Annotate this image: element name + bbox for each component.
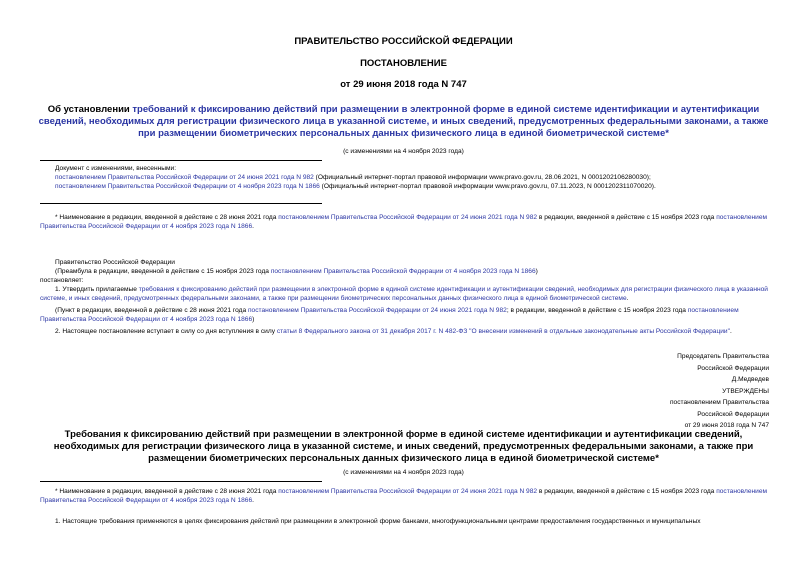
requirements-link[interactable]: требования к фиксированию действий при размещении в электронной форме в единой системе идентификации и аутентификации сведений, необходимых для регистрации физического лица в указанной системе, и иных сведений, предусмотренных федеральными законами, а также при размещении биометрических персональных данных физического лица в единой биометрической системе <box>40 286 768 302</box>
requirements-changes-note: (с изменениями на 4 ноября 2023 года) <box>343 469 464 476</box>
signature-name: Д.Медведев <box>731 376 769 383</box>
federal-law-link[interactable]: статьи 8 Федерального закона от 31 декабря 2017 г. N 482-ФЗ "О внесении изменений в отдельные законодательные акты Российской Федерации" <box>276 328 730 335</box>
amendment-item: постановлением Правительства Российской Федерации от 24 июня 2021 года N 982 (Официальный интернет-портал правовой информации www.pravo.gov.ru, 28.06.2021, N 0001202106280030); <box>55 174 651 181</box>
divider <box>40 203 322 204</box>
amendment-link[interactable]: постановлением Правительства Российской Федерации от 24 июня 2021 года N 982 <box>55 174 314 181</box>
footnote-link[interactable]: постановлением Правительства Российской Федерации от 4 ноября 2023 года N 1866 <box>40 214 768 230</box>
footnote-link[interactable]: постановлением Правительства Российской Федерации от 4 ноября 2023 года N 1866 <box>40 488 768 504</box>
decides: постановляет: <box>40 277 84 284</box>
government-name: ПРАВИТЕЛЬСТВО РОССИЙСКОЙ ФЕДЕРАЦИИ <box>294 36 513 47</box>
preamble-link[interactable]: постановлением Правительства Российской Федерации от 4 ноября 2023 года N 1866 <box>270 268 536 275</box>
footnote-link[interactable]: постановлением Правительства Российской Федерации от 24 июня 2021 года N 982 <box>278 488 538 495</box>
amendment-item: постановлением Правительства Российской Федерации от 4 ноября 2023 года N 1866 (Официальный интернет-портал правовой информации www.pravo.gov.ru, 07.11.2023, N 0001202311070020). <box>55 183 656 190</box>
amendment-link[interactable]: постановлением Правительства Российской Федерации от 4 ноября 2023 года N 1866 <box>55 183 320 190</box>
approved-country: Российской Федерации <box>697 410 769 418</box>
changes-note: (с изменениями на 4 ноября 2023 года) <box>343 148 464 155</box>
preamble-note: (Преамбула в редакции, введенной в действие с 15 ноября 2023 года постановлением Правительства Российской Федерации от 4 ноября 2023 года N 1866) <box>55 268 538 275</box>
paragraph-1: 1. Утвердить прилагаемые требования к фиксированию действий при размещении в электронной форме в единой системе идентификации и аутентификации сведений, необходимых для регистрации физического лица в указанной системе, и иных сведений, предусмотренных федеральными законами, а также при размещении биометрических персональных данных физического лица в единой биометрической системе. <box>40 286 768 302</box>
signature-block <box>670 351 769 432</box>
approved-by: постановлением Правительства <box>669 399 769 406</box>
document-type: ПОСТАНОВЛЕНИЕ <box>360 58 447 69</box>
footnote-link[interactable]: постановлением Правительства Российской Федерации от 24 июня 2021 года N 982 <box>278 214 538 221</box>
signature-country: Российской Федерации <box>697 364 769 372</box>
approved-date: от 29 июня 2018 года N 747 <box>684 422 769 429</box>
requirements-title: Требования к фиксированию действий при размещении в электронной форме в единой системе идентификации и аутентификации сведений, необходимых для регистрации физического лица в указанной системе, и иных сведений, предусмотренных федеральными законами, а также при размещении биометрических персональных данных физического лица в единой биометрической системе* <box>53 429 754 464</box>
paragraph-2: 2. Настоящее постановление вступает в силу со дня вступления в силу статьи 8 Федерального закона от 31 декабря 2017 г. N 482-ФЗ "О внесении изменений в отдельные законодательные акты Российской Федерации". <box>55 328 732 335</box>
requirements-paragraph-1: 1. Настоящие требования применяются в целях фиксирования действий при размещении в электронной форме банками, многофункциональными центрами предоставления государственных и муниципальных <box>55 518 701 525</box>
decree-body <box>40 258 770 336</box>
title-prefix: Об установлении <box>47 104 133 115</box>
amendment-link[interactable]: постановлением Правительства Российской Федерации от 24 июня 2021 года N 982 <box>247 307 507 314</box>
requirements-footnote: * Наименование в редакции, введенной в действие с 28 июня 2021 года постановлением Правительства Российской Федерации от 24 июня 2021 года N 982 в редакции, введенной в действие с 15 ноября 2023 года постановлением Правительства Российской Федерации от 4 ноября 2023 года N 1866. <box>40 488 768 504</box>
amendment-link[interactable]: постановлением Правительства Российской Федерации от 4 ноября 2023 года N 1866 <box>40 307 739 323</box>
amendments-block <box>55 164 775 191</box>
title-footnote: * Наименование в редакции, введенной в действие с 28 июня 2021 года постановлением Правительства Российской Федерации от 24 июня 2021 года N 982 в редакции, введенной в действие с 15 ноября 2023 года постановлением Правительства Российской Федерации от 4 ноября 2023 года N 1866. <box>40 214 768 230</box>
divider <box>40 481 322 482</box>
title-requirements-link[interactable]: требований к фиксированию действий при размещении в электронной форме в единой системе идентификации и аутентификации сведений, необходимых для регистрации физического лица в указанной системе, и иных сведений, предусмотренных федеральными законами, а также при размещении биометрических персональных данных физического лица в единой биометрической системе* <box>38 104 769 139</box>
issuer: Правительство Российской Федерации <box>55 259 175 266</box>
signature-position: Председатель Правительства <box>677 353 769 360</box>
approved-label: УТВЕРЖДЕНЫ <box>722 387 769 395</box>
paragraph-1-note: (Пункт в редакции, введенной в действие с 28 июня 2021 года постановлением Правительства Российской Федерации от 24 июня 2021 года N 982; в редакции, введенной в действие с 15 ноября 2023 года постановлением Правительства Российской Федерации от 4 ноября 2023 года N 1866) <box>40 307 739 323</box>
document-date: от 29 июня 2018 года N 747 <box>340 79 467 90</box>
divider <box>40 160 322 161</box>
amendments-heading: Документ с изменениями, внесенными: <box>55 165 177 172</box>
document-title <box>30 104 777 140</box>
